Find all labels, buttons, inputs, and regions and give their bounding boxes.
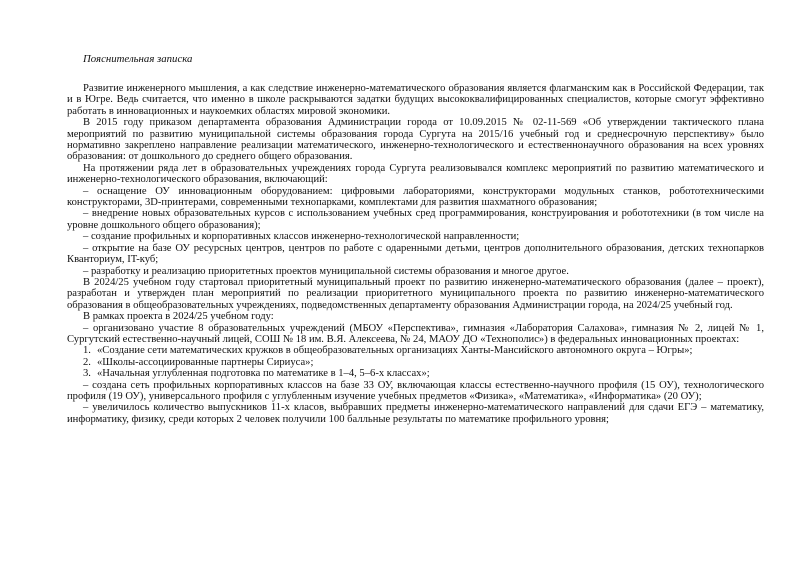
numbered-item-1: 1. «Создание сети математических кружков в общеобразовательных организациях Ханты-Мансийского автономного округа – Югры»; <box>83 345 693 357</box>
bullet-projects: – разработку и реализацию приоритетных проектов муниципальной системы образования и многое другое. <box>83 265 569 277</box>
paragraph-2024-project: В 2024/25 учебном году стартовал приоритетный муниципальный проект по развитию инженерно-математического образования (далее – проект), разработан и утвержден план мероприятий по реализации приоритетного муниципального проекта по развитию инженерно-математического образования в общеобразовательных учреждениях, подведомственных департаменту образования Администрации города, на 2024/25 учебный год. <box>67 276 764 311</box>
paragraph-intro: Развитие инженерного мышления, а как следствие инженерно-математического образования является флагманским как в Российской Федерации, так и в Югре. Ведь считается, что именно в школе раскрываются задатки будущих высококвалифицированных специалистов, которые смогут эффективно работать в инновационных и наукоемких областях мировой экономики. <box>67 83 764 117</box>
numbered-item-3: 3. «Начальная углубленная подготовка по математике в 1–4, 5–6-х классах»; <box>83 368 430 380</box>
bullet-participation: – организовано участие 8 образовательных учреждений (МБОУ «Перспектива», гимназия «Лаборатория Салахова», гимназия № 2, лицей № 1, Сургутский естественно-научный лицей, СОШ № 18 им. В.Я. Алексеева, № 24, МАОУ ДО «Технополис») в федеральных инновационных проектах: <box>67 322 764 345</box>
bullet-equipment: – оснащение ОУ инновационным оборудованием: цифровыми лабораториями, конструкторами модульных станков, робототехническими конструкторами, 3D-принтерами, современными технопарками, комплектами для развития шахматного образования; <box>67 185 764 209</box>
bullet-classes: – создание профильных и корпоративных классов инженерно-технологической направленности; <box>83 231 520 243</box>
numbered-item-2: 2. «Школы-ассоциированные партнеры Сириуса»; <box>83 356 314 368</box>
bullet-centers: – открытие на базе ОУ ресурсных центров, центров по работе с одаренными детьми, центров дополнительного образования, детских технопарков Кванториум, IT-куб; <box>67 242 764 266</box>
paragraph-2015-order: В 2015 году приказом департамента образования Администрации города от 10.09.2015 № 02-11-569 «Об утверждении тактического плана мероприятий по развитию муниципальной системы образования города Сургута на 2015/16 учебный год и среднесрочную перспективу» было нормативно закреплено направление реализации математического, инженерно-технологического и естественнонаучного образования на всех уровнях образования: от дошкольного до среднего общего образования. <box>67 117 764 163</box>
paragraph-activities-intro: На протяжении ряда лет в образовательных учреждениях города Сургута реализовывался комплекс мероприятий по развитию математического и инженерно-технологического образования, включающий: <box>67 162 764 186</box>
document-title: Пояснительная записка <box>83 53 193 65</box>
bullet-graduates: – увеличилось количество выпускников 11-х класов, выбравших предметы инженерно-математического направлений для сдачи ЕГЭ – математику, информатику, физику, среди которых 2 человек получили 100 балльные результаты по математике профильного уровня; <box>67 402 764 425</box>
document-body <box>67 83 764 425</box>
bullet-profile-classes: – создана сеть профильных корпоративных классов на базе 33 ОУ, включающая классы естественно-научного профиля (15 ОУ), технологического профиля (19 ОУ), универсального профиля с углубленным изучение учебных предметов «Физика», «Математика», «Информатика» (20 ОУ); <box>67 379 764 402</box>
paragraph-project-scope: В рамках проекта в 2024/25 учебном году: <box>83 311 274 323</box>
bullet-courses: – внедрение новых образовательных курсов с использованием учебных сред программирования, конструирования и робототехники (в том числе на уровне дошкольного общего образования); <box>67 208 764 231</box>
